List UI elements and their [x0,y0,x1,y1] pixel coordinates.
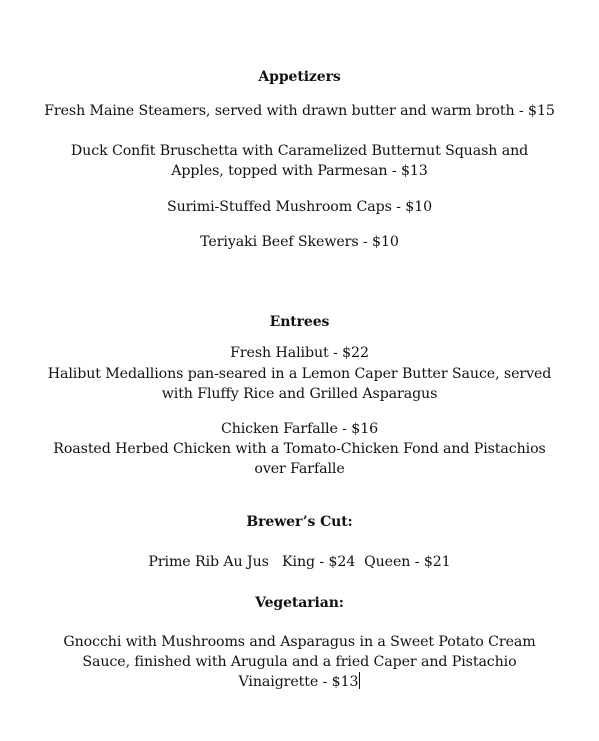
brewers-cut-item-prime-rib: Prime Rib Au Jus King - $24 Queen - $21 [148,554,451,570]
appetizer-item-mushroom-caps: Surimi-Stuffed Mushroom Caps - $10 [166,199,433,215]
appetizer-item-bruschetta-line1: Duck Confit Bruschetta with Caramelized Butternut Squash and [70,143,529,159]
vegetarian-item-gnocchi-line3-wrap [0,672,599,692]
vegetarian-item-gnocchi-line2: Sauce, finished with Arugula and a fried Caper and Pistachio [82,654,517,670]
vegetarian-item-gnocchi-line3: Vinaigrette - $13 [238,674,359,690]
text-cursor [359,672,360,689]
entree-item-chicken-desc-line2: over Farfalle [254,461,345,477]
entree-item-chicken-desc-line1: Roasted Herbed Chicken with a Tomato-Chicken Fond and Pistachios [53,441,546,457]
entree-item-halibut-desc-line2: with Fluffy Rice and Grilled Asparagus [161,386,438,402]
vegetarian-item-gnocchi-line1: Gnocchi with Mushrooms and Asparagus in a Sweet Potato Cream [63,634,536,650]
appetizer-item-bruschetta-line2: Apples, topped with Parmesan - $13 [171,163,428,179]
appetizer-item-beef-skewers: Teriyaki Beef Skewers - $10 [200,234,399,250]
appetizer-item-steamers: Fresh Maine Steamers, served with drawn butter and warm broth - $15 [44,103,555,119]
brewers-cut-heading: Brewer’s Cut: [246,514,353,530]
entree-item-halibut-title: Fresh Halibut - $22 [230,345,369,361]
appetizers-heading: Appetizers [258,69,341,85]
vegetarian-heading: Vegetarian: [255,595,344,611]
entree-item-halibut-desc-line1: Halibut Medallions pan-seared in a Lemon Caper Butter Sauce, served [47,366,552,382]
entrees-heading: Entrees [269,314,330,330]
entree-item-chicken-title: Chicken Farfalle - $16 [220,421,379,437]
